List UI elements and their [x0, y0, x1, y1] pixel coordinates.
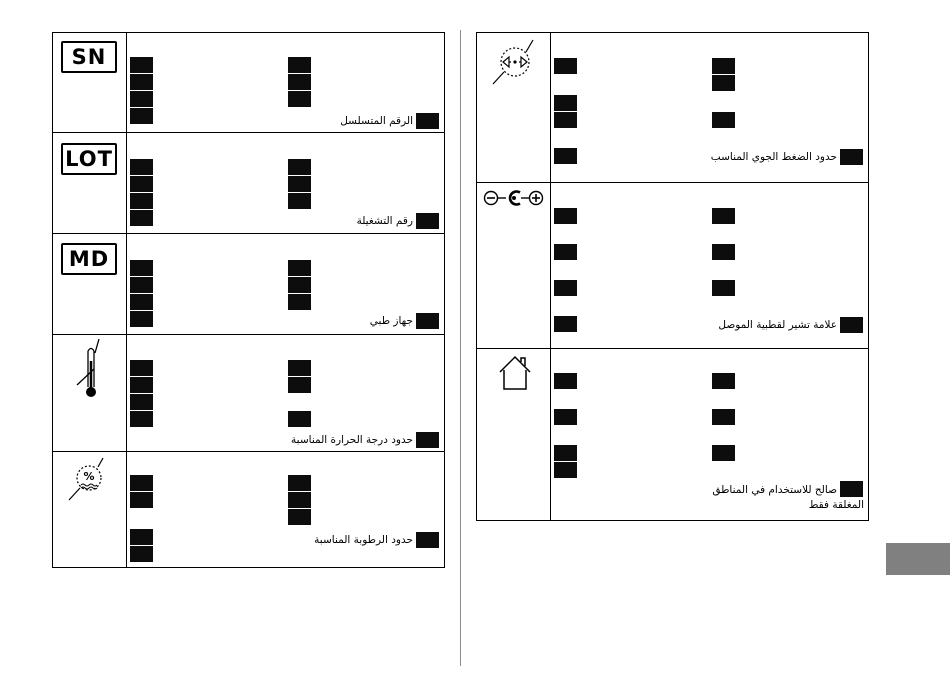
redacted-text: [130, 260, 153, 276]
symbol-cell: [53, 234, 127, 334]
row-label: صالح للاستخدام في المناطق المغلقة فقط: [712, 484, 864, 511]
redacted-text: [288, 176, 311, 192]
section-thumb-tab: [886, 543, 950, 575]
redacted-text: [130, 411, 153, 427]
redacted-text: [712, 280, 735, 296]
table-row-indoor-use: [477, 349, 868, 520]
table-row-batch-code: [53, 133, 444, 234]
redacted-text: [288, 91, 311, 107]
redacted-text: [130, 394, 153, 410]
row-label: رقم التشغيلة: [356, 215, 413, 227]
redacted-text: [288, 377, 311, 393]
row-label: علامة تشير لقطبية الموصل: [718, 319, 837, 331]
redacted-text: [416, 113, 439, 129]
redacted-text: [130, 277, 153, 293]
right-symbol-table: [476, 32, 869, 521]
connector-polarity-icon: [481, 186, 547, 210]
row-label: جهاز طبي: [369, 315, 413, 327]
md-symbol: MD: [61, 243, 117, 275]
symbol-cell: [477, 349, 551, 520]
redacted-text: [840, 317, 863, 333]
humidity-limit-icon: [67, 454, 115, 502]
column-divider: [460, 30, 461, 666]
left-symbol-table: [52, 32, 445, 568]
redacted-text: [130, 91, 153, 107]
redacted-text: [554, 280, 577, 296]
lot-symbol: LOT: [61, 143, 117, 175]
redacted-text: [288, 360, 311, 376]
table-row-pressure-limit: [477, 33, 868, 183]
symbol-cell: [477, 33, 551, 182]
redacted-text: [288, 492, 311, 508]
row-label: حدود الضغط الجوي المناسب: [710, 151, 837, 163]
symbol-cell: [53, 452, 127, 567]
symbol-cell: [53, 133, 127, 233]
redacted-text: [712, 208, 735, 224]
redacted-text: [130, 475, 153, 491]
redacted-text: [288, 57, 311, 73]
indoor-use-only-icon: [497, 354, 533, 392]
svg-text:%: %: [83, 470, 95, 483]
row-label: حدود الرطوبة المناسبة: [314, 534, 413, 546]
redacted-text: [554, 244, 577, 260]
atmospheric-pressure-limit-icon: [489, 36, 541, 88]
redacted-text: [288, 277, 311, 293]
table-row-humidity-limit: [53, 452, 444, 567]
redacted-text: [554, 462, 577, 478]
row-label: الرقم المتسلسل: [340, 115, 413, 127]
redacted-text: [130, 360, 153, 376]
redacted-text: [554, 148, 577, 164]
redacted-text: [288, 411, 311, 427]
redacted-text: [712, 58, 735, 74]
redacted-text: [130, 74, 153, 90]
redacted-text: [712, 75, 735, 91]
table-row-connector-polarity: [477, 183, 868, 349]
redacted-text: [288, 159, 311, 175]
redacted-text: [288, 193, 311, 209]
redacted-text: [288, 260, 311, 276]
redacted-text: [416, 432, 439, 448]
redacted-text: [130, 529, 153, 545]
redacted-text: [554, 95, 577, 111]
redacted-text: [554, 58, 577, 74]
table-row-temperature-limit: [53, 335, 444, 452]
redacted-text: [130, 176, 153, 192]
redacted-text: [288, 74, 311, 90]
redacted-text: [554, 208, 577, 224]
sn-symbol: SN: [61, 41, 117, 73]
table-row-serial-number: [53, 33, 444, 133]
redacted-text: [554, 445, 577, 461]
redacted-text: [130, 377, 153, 393]
symbol-cell: [53, 33, 127, 132]
redacted-text: [712, 373, 735, 389]
redacted-text: [130, 108, 153, 124]
redacted-text: [130, 492, 153, 508]
row-label: حدود درجة الحرارة المناسبة: [291, 434, 413, 446]
redacted-text: [554, 409, 577, 425]
redacted-text: [712, 409, 735, 425]
redacted-text: [130, 57, 153, 73]
redacted-text: [288, 509, 311, 525]
symbol-cell: [53, 335, 127, 451]
redacted-text: [554, 112, 577, 128]
redacted-text: [288, 475, 311, 491]
redacted-text: [712, 445, 735, 461]
redacted-text: [288, 294, 311, 310]
redacted-text: [130, 546, 153, 562]
redacted-text: [130, 210, 153, 226]
redacted-text: [554, 373, 577, 389]
redacted-text: [416, 313, 439, 329]
redacted-text: [554, 316, 577, 332]
redacted-text: [712, 244, 735, 260]
redacted-text: [840, 149, 863, 165]
redacted-text: [416, 213, 439, 229]
redacted-text: [130, 193, 153, 209]
redacted-text: [130, 294, 153, 310]
temperature-limit-icon: [73, 337, 109, 401]
redacted-text: [130, 311, 153, 327]
redacted-text: [416, 532, 439, 548]
table-row-medical-device: [53, 234, 444, 335]
symbol-cell: [477, 183, 551, 348]
redacted-text: [712, 112, 735, 128]
redacted-text: [130, 159, 153, 175]
